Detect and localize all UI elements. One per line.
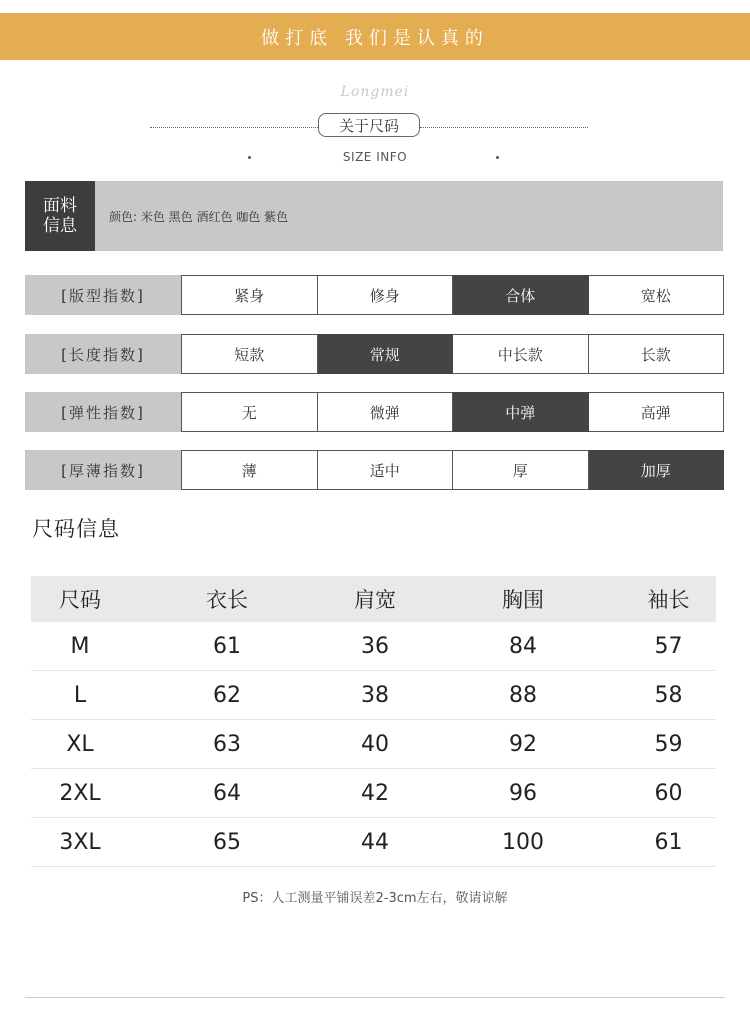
table-cell: 38	[361, 682, 389, 708]
table-cell: 3XL	[59, 829, 101, 855]
index-options	[181, 334, 724, 374]
index-option: 修身	[318, 275, 454, 315]
index-row	[25, 392, 724, 432]
index-row	[25, 275, 724, 315]
table-cell: 96	[509, 780, 537, 806]
table-cell: 61	[654, 829, 683, 855]
fabric-colors: 颜色: 米色 黑色 酒红色 咖色 紫色	[109, 209, 289, 224]
table-cell: 44	[361, 829, 389, 855]
dot-right	[496, 156, 499, 159]
index-option-selected: 合体	[453, 275, 589, 315]
table-cell: 59	[654, 731, 683, 757]
index-option: 微弹	[318, 392, 454, 432]
table-cell: 42	[361, 780, 389, 806]
section-heading	[318, 113, 420, 137]
index-label: [弹性指数]	[25, 392, 181, 432]
fabric-info-label: 面料信息	[25, 181, 95, 251]
index-option-selected: 中弹	[453, 392, 589, 432]
section-subtitle: SIZE INFO	[342, 150, 408, 164]
size-table-body	[31, 622, 716, 867]
table-cell: M	[70, 633, 90, 659]
table-row	[31, 720, 716, 769]
fabric-info	[25, 181, 723, 251]
index-options	[181, 392, 724, 432]
table-cell: XL	[66, 731, 94, 757]
top-banner	[0, 13, 750, 60]
index-options	[181, 275, 724, 315]
measurement-note: PS：人工测量平铺误差2-3cm左右，敬请谅解	[242, 891, 508, 906]
table-cell: 84	[509, 633, 537, 659]
index-option: 宽松	[589, 275, 725, 315]
index-option-selected: 加厚	[589, 450, 725, 490]
size-table-header	[31, 576, 716, 622]
table-row	[31, 671, 716, 720]
header-cell: 肩宽	[354, 588, 396, 612]
brand-logo: Longmei	[340, 84, 410, 100]
table-cell: 88	[509, 682, 537, 708]
divider-right	[420, 127, 588, 128]
index-option: 厚	[453, 450, 589, 490]
index-option: 短款	[181, 334, 318, 374]
table-cell: 62	[213, 682, 241, 708]
index-label: [长度指数]	[25, 334, 181, 374]
table-cell: 100	[502, 829, 544, 855]
index-option: 中长款	[453, 334, 589, 374]
table-cell: 57	[654, 633, 683, 659]
index-option: 长款	[589, 334, 725, 374]
table-cell: 61	[213, 633, 241, 659]
bottom-divider	[25, 997, 725, 998]
header-cell: 胸围	[502, 588, 544, 612]
table-cell: 36	[361, 633, 389, 659]
index-options	[181, 450, 724, 490]
index-label: [版型指数]	[25, 275, 181, 315]
index-option: 薄	[181, 450, 318, 490]
table-row	[31, 769, 716, 818]
table-cell: 58	[654, 682, 683, 708]
index-label: [厚薄指数]	[25, 450, 181, 490]
table-cell: 40	[361, 731, 389, 757]
index-option: 高弹	[589, 392, 725, 432]
index-row	[25, 450, 724, 490]
index-option: 紧身	[181, 275, 318, 315]
index-row	[25, 334, 724, 374]
index-option: 适中	[318, 450, 454, 490]
index-option: 无	[181, 392, 318, 432]
index-option-selected: 常规	[318, 334, 454, 374]
table-cell: L	[73, 682, 87, 708]
table-cell: 65	[213, 829, 241, 855]
banner-text: 做打底 我们是认真的	[261, 27, 489, 49]
section-heading-text: 关于尺码	[338, 116, 399, 135]
table-row	[31, 818, 716, 867]
size-table	[31, 576, 716, 867]
header-cell: 尺码	[59, 588, 101, 612]
table-cell: 2XL	[59, 780, 101, 806]
divider-left	[150, 127, 318, 128]
table-row	[31, 622, 716, 671]
header-cell: 袖长	[647, 588, 690, 612]
table-cell: 60	[654, 780, 683, 806]
table-cell: 64	[213, 780, 241, 806]
table-cell: 92	[509, 731, 537, 757]
size-info-title: 尺码信息	[32, 517, 120, 541]
header-cell: 衣长	[206, 588, 248, 612]
table-cell: 63	[213, 731, 241, 757]
